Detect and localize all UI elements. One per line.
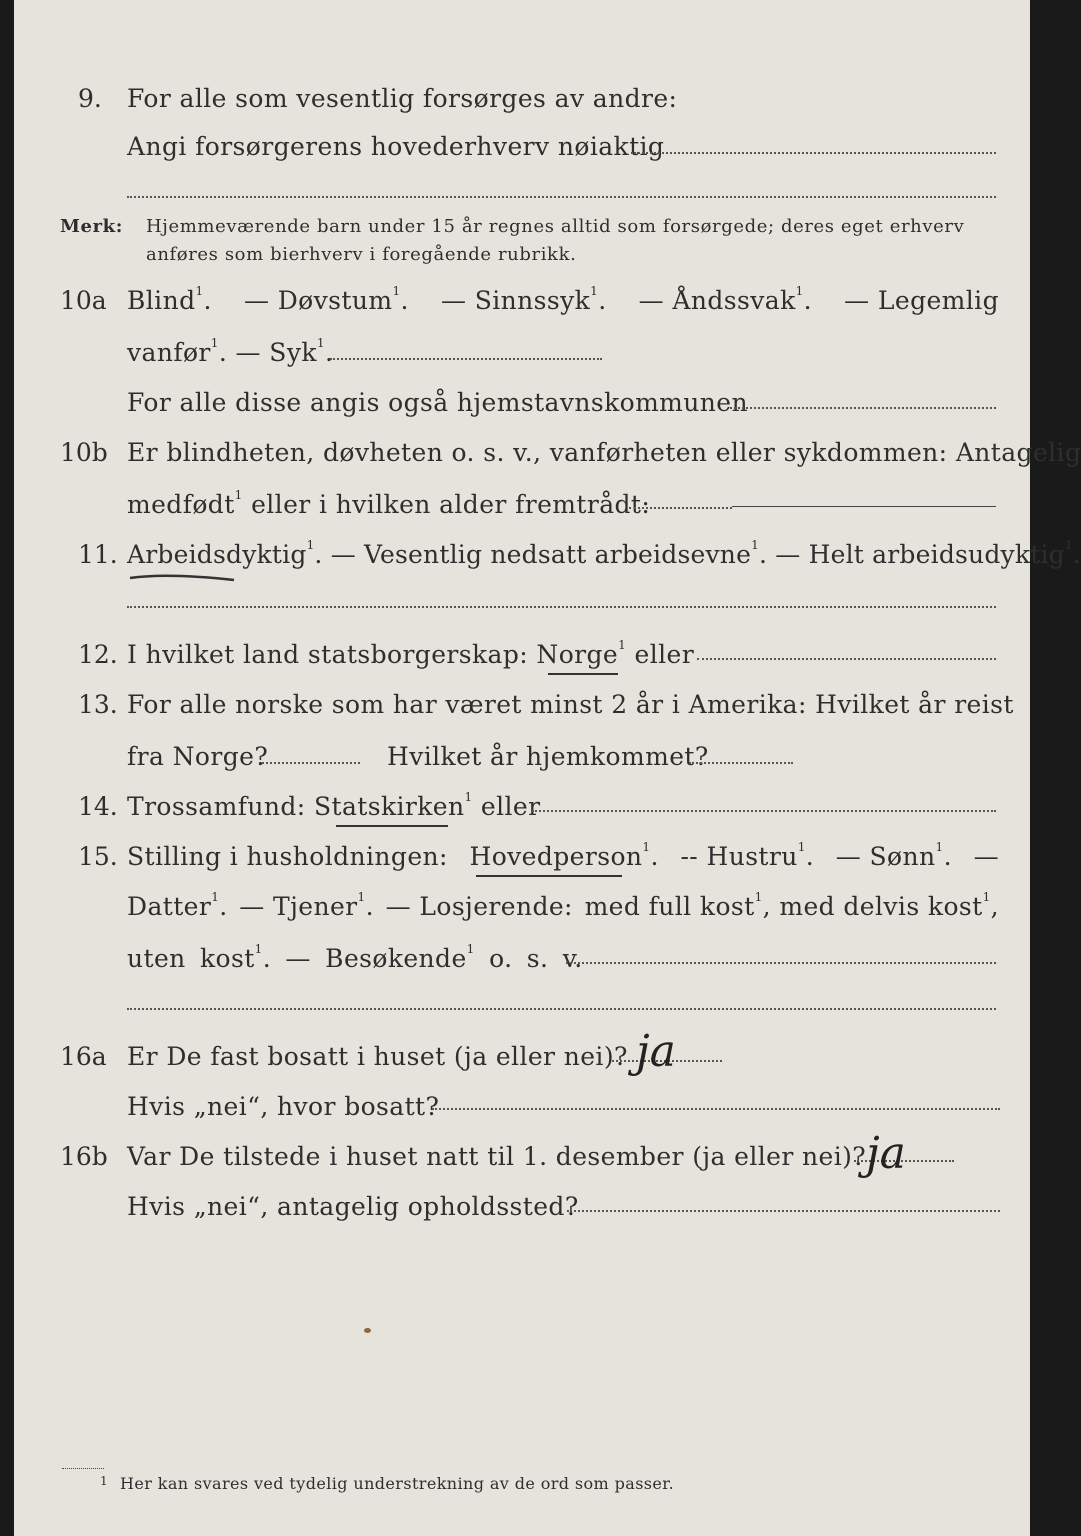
option-statskirken[interactable]: Statskirken — [314, 792, 465, 821]
q12-answer-line[interactable] — [697, 658, 996, 660]
option-uten-kost[interactable]: uten kost — [127, 944, 255, 973]
option-datter[interactable]: Datter — [127, 892, 212, 921]
q14-answer-line[interactable] — [532, 810, 996, 812]
q10b-question: Er blindheten, døvheten o. s. v., vanførheten eller sykdommen: Antagelig — [127, 438, 1081, 467]
merk-note-line2: anføres som bierhverv i foregående rubrikk. — [146, 244, 577, 265]
option-blind[interactable]: Blind — [127, 286, 196, 315]
q16b-question: Var De tilstede i huset natt til 1. desember (ja eller nei)? — [127, 1142, 867, 1171]
q13-reist-line[interactable] — [262, 762, 360, 764]
option-syk[interactable]: — Syk — [235, 338, 317, 367]
item-number: 10a — [60, 286, 107, 315]
option-norge[interactable]: Norge — [536, 640, 619, 669]
q10b-line2: medfødt$^1$ eller i hvilken alder fremtrådt: — [127, 488, 651, 519]
q16b-handwritten-answer[interactable]: ja — [866, 1128, 906, 1179]
dash: — — [973, 842, 999, 871]
q14-label: Trossamfund: — [127, 792, 306, 821]
item-number: 15. — [78, 842, 118, 871]
option-nedsatt[interactable]: — Vesentlig nedsatt arbeidsevne — [330, 540, 752, 569]
merk-label: Merk: — [60, 216, 123, 237]
q15-line2: Datter$^1$. — Tjener$^1$. — Losjerende: med full kost$^1$, med delvis kost$^1$, — [127, 890, 999, 921]
footnote-rule — [62, 1468, 104, 1469]
option-arbeidsudyktig[interactable]: — Helt arbeidsudyktig — [775, 540, 1065, 569]
option-delvis-kost[interactable]: , med delvis kost — [762, 892, 983, 921]
osv: o. s. v. — [489, 944, 583, 973]
q10a-answer-line[interactable] — [330, 358, 602, 360]
q12-line: I hvilket land statsborgerskap: Norge$^1$ eller — [127, 638, 695, 669]
option-hovedperson[interactable]: Hovedperson — [469, 842, 643, 871]
q16b-opholdssted-line[interactable] — [567, 1210, 1000, 1212]
q9-answer-line[interactable] — [631, 152, 996, 154]
q10b-answer-line[interactable] — [732, 506, 996, 507]
q10b-alder-label: eller i hvilken alder fremtrådt: — [251, 490, 651, 519]
option-legemlig[interactable]: — Legemlig — [844, 286, 999, 315]
q11-answer-line[interactable] — [127, 606, 996, 608]
item-number: 11. — [78, 540, 118, 569]
q15-line3: uten kost$^1$. — Besøkende$^1$ o. s. v. — [127, 942, 583, 973]
q15-answer-line-2[interactable] — [127, 1008, 996, 1010]
footnote-text: Her kan svares ved tydelig understrekning av de ord som passer. — [120, 1474, 675, 1493]
q14-line: Trossamfund: Statskirken$^1$ eller — [127, 790, 541, 821]
q9-question: For alle som vesentlig forsørges av andre: — [127, 84, 678, 113]
item-number: 12. — [78, 640, 118, 669]
option-medfodt[interactable]: medfødt — [127, 490, 235, 519]
q14-eller: eller — [480, 792, 541, 821]
option-sinnssyk[interactable]: — Sinnssyk — [440, 286, 591, 315]
option-sonn[interactable]: — Sønn — [835, 842, 936, 871]
option-arbeidsdyktig[interactable]: Arbeidsdyktig — [127, 540, 307, 569]
census-form-page — [14, 0, 1081, 1536]
q13-hjemkommet-line[interactable] — [689, 762, 793, 764]
item-number: 13. — [78, 690, 118, 719]
q16b-opholdssted-label: Hvis „nei“, antagelig opholdssted? — [127, 1192, 579, 1221]
q16a-handwritten-answer[interactable]: ja — [636, 1026, 676, 1077]
q10a-hjemstavn-label: For alle disse angis også hjemstavnskommunen — [127, 388, 748, 417]
q13-fra-norge: fra Norge? — [127, 742, 269, 771]
item-number: 16b — [60, 1142, 108, 1171]
option-andssvak[interactable]: — Åndssvak — [638, 286, 796, 315]
q16a-question: Er De fast bosatt i huset (ja eller nei)? — [127, 1042, 628, 1071]
option-losjerende: — Losjerende: — [385, 892, 573, 921]
q10a-options: Blind$^1$. — Døvstum$^1$. — Sinnssyk$^1$. — Åndssvak$^1$. — Legemlig — [127, 284, 999, 315]
ink-spot — [364, 1328, 371, 1333]
merk-note-line1: Hjemmeværende barn under 15 år regnes alltid som forsørgede; deres eget erhverv — [146, 216, 965, 237]
option-dovstum[interactable]: — Døvstum — [243, 286, 393, 315]
q16a-bosatt-line[interactable] — [432, 1108, 1000, 1110]
q9-answer-line-2[interactable] — [127, 196, 996, 198]
q10a-line2: vanfør$^1$. — Syk$^1$. — [127, 336, 334, 367]
underline-mark — [548, 673, 618, 675]
item-number: 9. — [78, 84, 102, 113]
option-hustru[interactable]: -- Hustru — [680, 842, 798, 871]
q9-occupation-label: Angi forsørgerens hovederhverv nøiaktig — [127, 132, 665, 161]
option-besokende[interactable]: — Besøkende — [285, 944, 467, 973]
item-number: 10b — [60, 438, 108, 467]
underline-mark — [336, 825, 448, 827]
option-tjener[interactable]: — Tjener — [239, 892, 358, 921]
q11-options: Arbeidsdyktig$^1$. — Vesentlig nedsatt arbeidsevne$^1$. — Helt arbeidsudyktig$^1$. — [127, 538, 1081, 569]
q13-hjemkommet: Hvilket år hjemkommet? — [387, 742, 709, 771]
q15-answer-line[interactable] — [566, 962, 996, 964]
q12-eller: eller — [634, 640, 695, 669]
option-full-kost[interactable]: med full kost — [584, 892, 755, 921]
option-vanfor[interactable]: vanfør — [127, 338, 211, 367]
q12-question: I hvilket land statsborgerskap: — [127, 640, 529, 669]
q10a-hjemstavn-line[interactable] — [730, 407, 996, 409]
underline-mark — [128, 570, 238, 586]
underline-mark — [476, 875, 622, 877]
q13-question: For alle norske som har været minst 2 år i Amerika: Hvilket år reist — [127, 690, 1014, 719]
q16a-bosatt-label: Hvis „nei“, hvor bosatt? — [127, 1092, 440, 1121]
q15-label: Stilling i husholdningen: — [127, 842, 448, 871]
footnote-marker: 1 — [100, 1474, 109, 1488]
q10b-answer-dots[interactable] — [629, 507, 732, 509]
item-number: 14. — [78, 792, 118, 821]
item-number: 16a — [60, 1042, 107, 1071]
q15-line1: Stilling i husholdningen: Hovedperson$^1$. -- Hustru$^1$. — Sønn$^1$. — — [127, 840, 999, 871]
